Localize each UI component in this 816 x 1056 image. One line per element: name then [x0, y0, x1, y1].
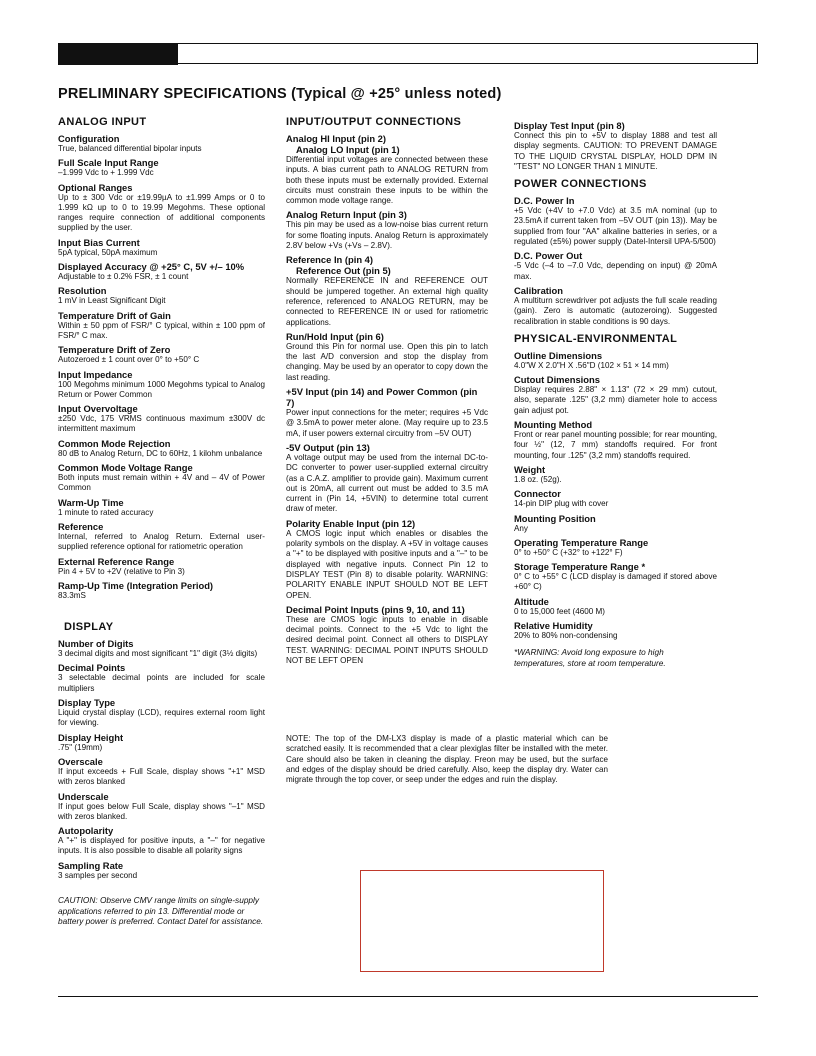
- display-specs: [58, 638, 265, 881]
- spec-body: If input exceeds + Full Scale, display shows "+1" MSD with zeros blanked: [58, 766, 265, 787]
- spec-body: Front or rear panel mounting possible; for rear mounting, four ½" (12, 7 mm) standoffs required. For front mounting, four .125" (3,2 mm) standoffs required.: [514, 430, 717, 460]
- spec-heading: Number of Digits: [58, 638, 134, 650]
- spec-heading: Decimal Points: [58, 662, 126, 674]
- spec-heading: Overscale: [58, 755, 103, 767]
- spec-body: +5 Vdc (+4V to +7.0 Vdc) at 3.5 mA nominal (up to 23.5mA if current taken from –5V OUT (pin 13)). May be supplied from four "AA" alkaline batteries in series, or a regulated (±5%) power supply (Datel-Intersil UPA-5/500): [514, 206, 717, 247]
- spec-heading: Underscale: [58, 790, 109, 802]
- spec-heading: Weight: [514, 463, 546, 475]
- spec-body: 0° to +50° C (+32° to +122° F): [514, 547, 623, 557]
- spec-body: A multiturn screwdriver pot adjusts the full scale reading (gain). Zero is automatic (autozeroing). Suggested recalibration in stable conditions is 90 days.: [514, 295, 717, 326]
- spec-heading: Storage Temperature Range *: [514, 561, 646, 573]
- spec-body: If input goes below Full Scale, display shows "–1" MSD with zeros blanked.: [58, 801, 265, 821]
- spec-heading: Temperature Drift of Gain: [58, 309, 171, 321]
- spec-body: A "+" is displayed for positive inputs, a "–" for negative inputs. It is also possible to disable all polarity signs: [58, 836, 265, 856]
- spec-body: Autozeroed ± 1 count over 0° to +50° C: [58, 355, 200, 365]
- spec-body: These are CMOS logic inputs to enable in disable decimal points. Connect to the +5 Vdc to light the desired decimal point. Connect all others to DISPLAY TEST. WARNING: DECIMAL POINT INPUTS SHOULD NOT BE LEFT OPEN: [286, 614, 488, 665]
- spec-body: Both inputs must remain within + 4V and – 4V of Power Common: [58, 473, 265, 493]
- header-rule: [58, 43, 758, 64]
- column-left: [58, 116, 265, 927]
- section-heading-display: DISPLAY: [64, 621, 114, 634]
- display-care-note: NOTE: The top of the DM-LX3 display is made of a plastic material which can be scratched easily. It is recommended that a clear plexiglas filter be installed with the meter. Care should also be taken in cleaning the display. Freon may be used, but the surface and edges of the display should be dried carefully. Also, keep the display dry. Water can migrate through the top cover, or seep under the edges and ruin the display.: [286, 734, 608, 785]
- spec-body: 100 Megohms minimum 1000 Megohms typical to Analog Return or Power Common: [58, 379, 265, 399]
- spec-heading: Relative Humidity: [514, 620, 593, 632]
- spec-heading: Calibration: [514, 284, 563, 296]
- spec-heading: Optional Ranges: [58, 181, 133, 193]
- spec-subheading: Reference Out (pin 5): [296, 265, 391, 277]
- cmv-caution-note: CAUTION: Observe CMV range limits on single-supply applications referred to pin 13. Differential mode or battery power is preferred. Contact Datel for assistance.: [58, 894, 264, 927]
- page-title: PRELIMINARY SPECIFICATIONS (Typical @ +25° unless noted): [58, 86, 502, 102]
- spec-heading: D.C. Power In: [514, 195, 575, 207]
- spec-body: This pin may be used as a low-noise bias current return for some floating inputs. Analog Return is approximately 2.8V below +Vs (+Vs – 2.8V).: [286, 220, 488, 251]
- spec-body: Any: [514, 523, 528, 533]
- spec-body: 14-pin DIP plug with cover: [514, 499, 609, 509]
- spec-heading: Ramp-Up Time (Integration Period): [58, 579, 214, 591]
- spec-body: 1.8 oz. (52g).: [514, 474, 562, 484]
- analog-input-specs: [58, 133, 265, 601]
- spec-body: A voltage output may be used from the internal DC-to-DC converter to power user-supplied external circuitry (as a C.A.Z. amplifier to provide gain). Maximum current out is 20mA, all current out must be added to 3.5 mA current in (Pin 14, +5VIN) to determine total current draw of meter.: [286, 452, 488, 514]
- spec-body: 3 decimal digits and most significant "1" digit (3½ digits): [58, 649, 258, 659]
- spec-heading: Sampling Rate: [58, 859, 124, 871]
- spec-heading: Cutout Dimensions: [514, 374, 600, 386]
- spec-body: Liquid crystal display (LCD), requires external room light for viewing.: [58, 708, 265, 728]
- spec-body: Normally REFERENCE IN and REFERENCE OUT should be jumpered together. An external high quality reference, referenced to ANALOG RETURN, may be connected to REFERENCE IN or used for ratiometric applications.: [286, 276, 488, 327]
- spec-heading: Connector: [514, 488, 561, 500]
- spec-body: Up to ± 300 Vdc or ±19.99µA to ±1.999 Amps or 0 to 1.999 kΩ up to 0 to 19.99 Megohms. These optional ranges require connection of additional components supplied by the user.: [58, 192, 265, 233]
- column-middle: [286, 116, 488, 666]
- spec-body: 1 mV in Least Significant Digit: [58, 296, 166, 306]
- spec-heading: Resolution: [58, 285, 107, 297]
- spec-heading: Common Mode Voltage Range: [58, 462, 193, 474]
- section-heading-io-connections: INPUT/OUTPUT CONNECTIONS: [286, 116, 462, 128]
- spec-heading: Analog HI Input (pin 2): [286, 133, 386, 144]
- spec-body: Differential input voltages are connected between these inputs. A bias current path to ANALOG RETURN from both these inputs must be externally provided. External circuits must constrain these inputs to be within the common mode voltage range.: [286, 155, 488, 206]
- spec-heading: Configuration: [58, 133, 120, 144]
- spec-body: Connect this pin to +5V to display 1888 and test all display segments. CAUTION: TO PREVENT DAMAGE TO THE LIQUID CRYSTAL DISPLAY, HOLD DPM IN "TEST" NO LONGER THAN 1 MINUTE.: [514, 131, 717, 171]
- spec-body: 0 to 15,000 feet (4600 M): [514, 606, 605, 616]
- spec-heading: Polarity Enable Input (pin 12): [286, 517, 416, 529]
- spec-heading: Altitude: [514, 595, 549, 607]
- spec-body: Internal, referred to Analog Return. External user-supplied reference optional for ratiometric operation: [58, 531, 265, 552]
- spec-body: Adjustable to ± 0.2% FSR, ± 1 count: [58, 272, 189, 282]
- spec-body: Power input connections for the meter; requires +5 Vdc @ 3.5mA to power meter alone. (May require up to 23.5 mA, if user powers external circuitry from –5V OUT): [286, 408, 488, 438]
- spec-body: Display requires 2.88" × 1.13" (72 × 29 mm) cutout, also, separate .125" (3,2 mm) diameter hole to access gain adjust pot.: [514, 385, 717, 415]
- spec-body: –1.999 Vdc to + 1.999 Vdc: [58, 168, 154, 178]
- section-heading-physical: PHYSICAL-ENVIRONMENTAL: [514, 332, 678, 345]
- spec-body: 5pA typical, 50pA maximum: [58, 247, 158, 257]
- spec-heading: Input Bias Current: [58, 236, 140, 248]
- section-heading-power: POWER CONNECTIONS: [514, 178, 647, 191]
- physical-specs: [514, 350, 717, 641]
- spec-body: Pin 4 + 5V to +2V (relative to Pin 3): [58, 566, 185, 576]
- spec-heading: Display Type: [58, 697, 116, 709]
- spec-heading: Display Test Input (pin 8): [514, 120, 625, 131]
- spec-body: 4.0"W X 2.0"H X .56"D (102 × 51 × 14 mm): [514, 360, 669, 370]
- column-right: [514, 120, 717, 669]
- spec-heading: Run/Hold Input (pin 6): [286, 330, 384, 342]
- spec-heading: Input Impedance: [58, 368, 133, 380]
- spec-heading: +5V Input (pin 14) and Power Common (pin 7): [286, 386, 478, 409]
- spec-heading: Operating Temperature Range: [514, 536, 649, 548]
- spec-heading: Reference In (pin 4): [286, 254, 373, 266]
- spec-heading: Input Overvoltage: [58, 403, 138, 415]
- spec-body: -5 Vdc (–4 to –7.0 Vdc, depending on input) @ 20mA max.: [514, 261, 717, 281]
- spec-heading: External Reference Range: [58, 555, 175, 567]
- temperature-warning: *WARNING: Avoid long exposure to high temperatures, store at room temperature.: [514, 647, 666, 668]
- spec-body: 3 selectable decimal points are included for scale multipliers: [58, 673, 265, 693]
- spec-heading: Decimal Point Inputs (pins 9, 10, and 11): [286, 603, 465, 615]
- spec-heading: Autopolarity: [58, 825, 114, 837]
- spec-heading: Reference: [58, 520, 104, 532]
- section-heading-analog-input: ANALOG INPUT: [58, 116, 147, 128]
- spec-body: 83.3mS: [58, 590, 86, 600]
- spec-heading: Outline Dimensions: [514, 349, 603, 361]
- spec-body: 1 minute to rated accuracy: [58, 507, 154, 517]
- spec-heading: Mounting Method: [514, 419, 593, 431]
- spec-body: Ground this Pin for normal use. Open this pin to latch the last A/D conversion and stop the display from changing. May be used by an operator to copy down the last reading.: [286, 341, 488, 382]
- spec-heading: D.C. Power Out: [514, 250, 583, 262]
- spec-body: ±250 Vdc, 175 VRMS continuous maximum ±300V dc intermittent maximum: [58, 414, 265, 434]
- footer-rule: [58, 996, 758, 997]
- spec-heading: Full Scale Input Range: [58, 157, 159, 169]
- io-connection-specs: [286, 133, 488, 666]
- spec-body: .75" (19mm): [58, 742, 103, 752]
- empty-frame: [360, 870, 604, 972]
- spec-subheading: Analog LO Input (pin 1): [296, 144, 400, 155]
- spec-heading: -5V Output (pin 13): [286, 441, 370, 453]
- power-specs: [514, 195, 717, 327]
- spec-heading: Warm-Up Time: [58, 496, 124, 508]
- spec-body: A CMOS logic input which enables or disables the polarity symbols on the display. A +5V in voltage causes a "+" to be displayed with positive inputs and a "–" to be displayed with negative inputs. Connect Pin 12 to DISPLAY TEST (Pin 8) to disable polarity. WARNING: POLARITY ENABLE INPUT SHOULD NOT BE LEFT OPEN.: [286, 528, 488, 600]
- spec-heading: Displayed Accuracy @ +25° C, 5V +/– 10%: [58, 261, 245, 273]
- spec-heading: Mounting Position: [514, 512, 596, 524]
- spec-body: 0° C to +55° C (LCD display is damaged if stored above +60° C): [514, 572, 717, 592]
- spec-heading: Temperature Drift of Zero: [58, 344, 171, 356]
- spec-body: True, balanced differential bipolar inputs: [58, 144, 202, 153]
- spec-heading: Display Height: [58, 731, 124, 743]
- spec-body: Within ± 50 ppm of FSR/° C typical, within ± 100 ppm of FSR/° C max.: [58, 320, 265, 340]
- spec-body: 80 dB to Analog Return, DC to 60Hz, 1 kilohm unbalance: [58, 448, 263, 458]
- spec-heading: Analog Return Input (pin 3): [286, 209, 407, 221]
- spec-heading: Common Mode Rejection: [58, 437, 171, 449]
- spec-body: 3 samples per second: [58, 870, 138, 880]
- spec-body: 20% to 80% non-condensing: [514, 631, 618, 641]
